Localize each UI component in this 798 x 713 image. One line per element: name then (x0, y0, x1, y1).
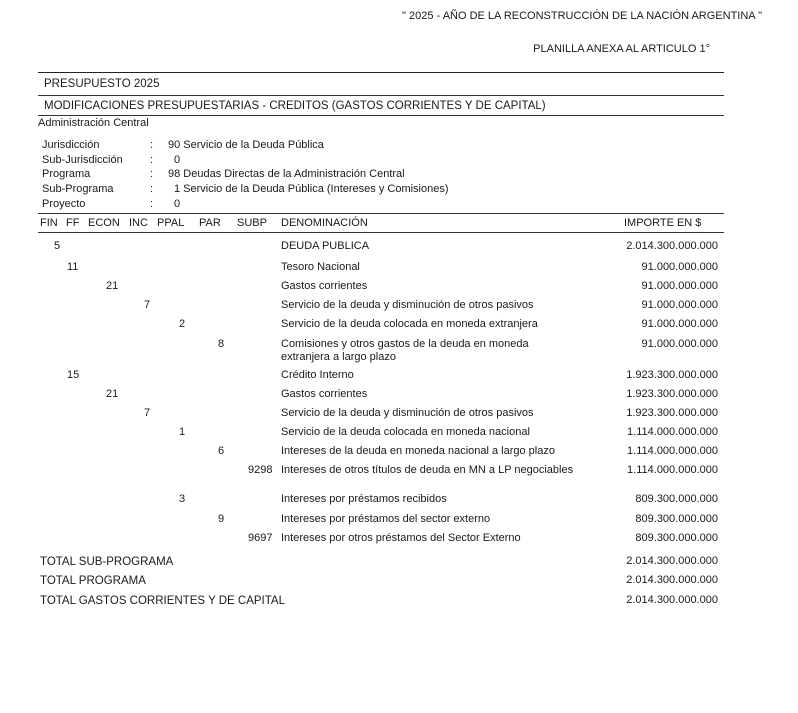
row-denominacion: Servicio de la deuda colocada en moneda extranjera (281, 318, 538, 330)
row-denominacion: Crédito Interno (281, 369, 354, 381)
modificaciones-label: MODIFICACIONES PRESUPUESTARIAS - CREDITOS (GASTOS CORRIENTES Y DE CAPITAL) (44, 100, 546, 112)
row-denominacion: Servicio de la deuda y disminución de otros pasivos (281, 407, 534, 419)
total-gastos-amount: 2.014.300.000.000 (626, 594, 718, 606)
presupuesto-label: PRESUPUESTO 2025 (44, 78, 160, 90)
row-importe: 1.114.000.000.000 (627, 445, 718, 457)
meta-colon: : (150, 168, 154, 180)
row-importe: 2.014.300.000.000 (626, 240, 718, 252)
row-code: 15 (67, 369, 80, 381)
col-denominacion: DENOMINACIÓN (281, 217, 368, 229)
row-importe: 1.114.000.000.000 (627, 464, 718, 476)
administracion-label: Administración Central (38, 117, 149, 129)
row-code: 6 (218, 445, 225, 457)
total-programa-amount: 2.014.300.000.000 (626, 574, 718, 586)
row-denominacion: Servicio de la deuda colocada en moneda nacional (281, 426, 530, 438)
col-ppal: PPAL (157, 217, 185, 229)
col-subp: SUBP (237, 217, 267, 229)
col-inc: INC (129, 217, 148, 229)
meta-label: Sub-Jurisdicción (42, 154, 123, 166)
divider (38, 232, 724, 233)
row-importe: 1.923.300.000.000 (626, 407, 718, 419)
row-denominacion: Servicio de la deuda y disminución de otros pasivos (281, 299, 534, 311)
col-ff: FF (66, 217, 80, 229)
row-code: 9 (218, 513, 225, 525)
meta-colon: : (150, 183, 154, 195)
meta-label: Sub-Programa (42, 183, 114, 195)
row-code: 9697 (248, 532, 273, 544)
col-par: PAR (199, 217, 221, 229)
row-code: 7 (144, 299, 151, 311)
row-denominacion: Gastos corrientes (281, 388, 368, 400)
row-code: 7 (144, 407, 151, 419)
row-importe: 91.000.000.000 (641, 318, 718, 330)
row-denominacion: Intereses por otros préstamos del Sector Externo (281, 532, 521, 544)
total-sub-programa-label: TOTAL SUB-PROGRAMA (40, 556, 174, 568)
row-denominacion: DEUDA PUBLICA (281, 240, 370, 252)
row-denominacion: Gastos corrientes (281, 280, 368, 292)
row-importe: 809.300.000.000 (635, 532, 718, 544)
meta-value: 1 Servicio de la Deuda Pública (Intereses y Comisiones) (174, 183, 449, 195)
divider (38, 115, 724, 116)
planilla-label: PLANILLA ANEXA AL ARTICULO 1° (533, 43, 710, 55)
row-importe: 91.000.000.000 (641, 299, 718, 311)
row-denominacion: Comisiones y otros gastos de la deuda en moneda extranjera a largo plazo (281, 338, 529, 363)
row-denominacion: Intereses de la deuda en moneda nacional a largo plazo (281, 445, 555, 457)
meta-label: Programa (42, 168, 91, 180)
divider (38, 213, 724, 214)
meta-label: Proyecto (42, 198, 86, 210)
row-importe: 1.923.300.000.000 (626, 388, 718, 400)
row-importe: 91.000.000.000 (641, 338, 718, 350)
total-sub-programa-amount: 2.014.300.000.000 (626, 555, 718, 567)
row-code: 8 (218, 338, 225, 350)
col-importe: IMPORTE EN $ (624, 217, 702, 229)
row-code: 1 (179, 426, 186, 438)
meta-value: 90 Servicio de la Deuda Pública (168, 139, 324, 151)
row-importe: 91.000.000.000 (641, 261, 718, 273)
row-importe: 91.000.000.000 (641, 280, 718, 292)
meta-colon: : (150, 139, 154, 151)
meta-value: 0 (174, 198, 181, 210)
col-econ: ECON (88, 217, 120, 229)
total-programa-label: TOTAL PROGRAMA (40, 575, 146, 587)
row-code: 21 (106, 388, 119, 400)
row-code: 11 (67, 261, 79, 273)
divider (38, 72, 724, 73)
meta-colon: : (150, 154, 154, 166)
meta-value: 0 (174, 154, 181, 166)
meta-label: Jurisdicción (42, 139, 100, 151)
col-fin: FIN (40, 217, 58, 229)
row-denominacion: Intereses de otros títulos de deuda en MN a LP negociables (281, 464, 574, 476)
meta-value: 98 Deudas Directas de la Administración Central (168, 168, 405, 180)
document-title: " 2025 - AÑO DE LA RECONSTRUCCIÓN DE LA NACIÓN ARGENTINA " (402, 10, 762, 22)
row-importe: 1.923.300.000.000 (626, 369, 718, 381)
row-code: 5 (54, 240, 61, 252)
meta-colon: : (150, 198, 154, 210)
row-importe: 809.300.000.000 (635, 493, 718, 505)
row-code: 9298 (248, 464, 273, 476)
row-code: 21 (106, 280, 119, 292)
row-denominacion: Intereses por préstamos recibidos (281, 493, 447, 505)
row-code: 3 (179, 493, 186, 505)
row-denominacion: Tesoro Nacional (281, 261, 360, 273)
row-code: 2 (179, 318, 186, 330)
row-importe: 809.300.000.000 (635, 513, 718, 525)
divider (38, 95, 724, 96)
total-gastos-label: TOTAL GASTOS CORRIENTES Y DE CAPITAL (40, 595, 285, 607)
row-importe: 1.114.000.000.000 (627, 426, 718, 438)
row-denominacion: Intereses por préstamos del sector externo (281, 513, 491, 525)
